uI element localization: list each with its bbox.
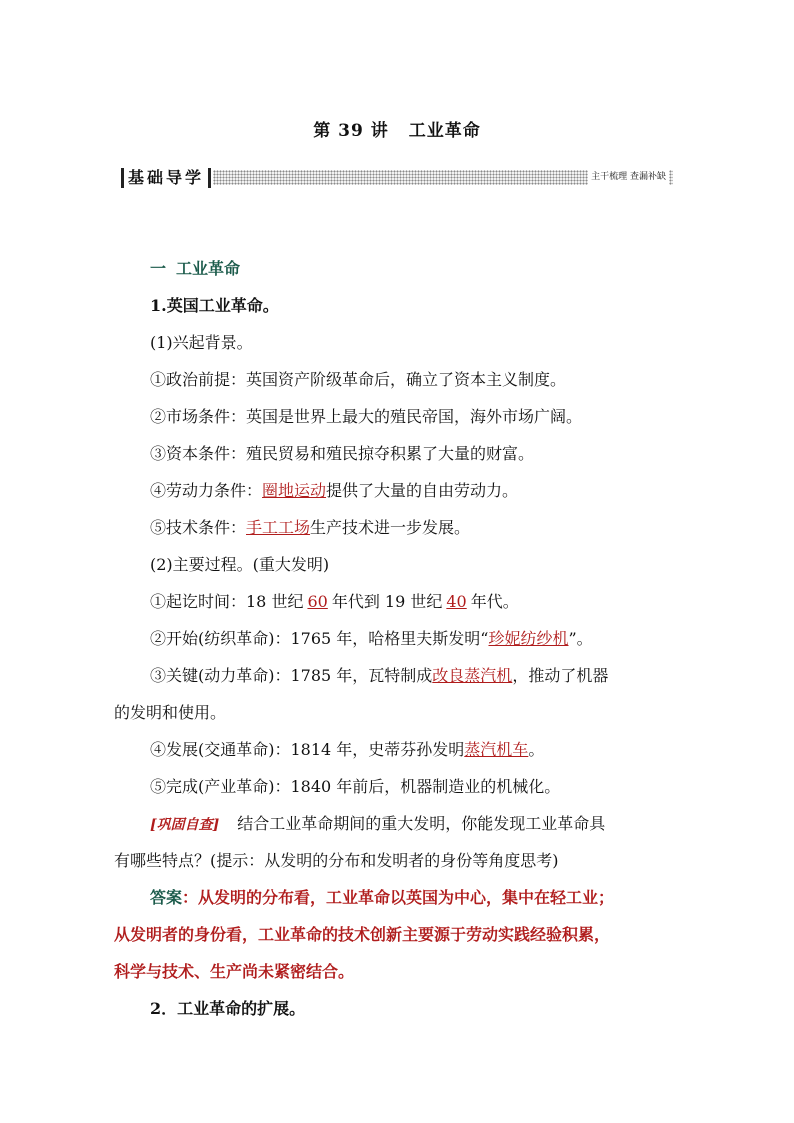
item-background: (1)兴起背景。: [150, 333, 253, 352]
item-labor: ④劳动力条件：圈地运动提供了大量的自由劳动力。: [150, 481, 519, 500]
content-body: [114, 250, 684, 1027]
item-key: ③关键(动力革命)：1785 年，瓦特制成改良蒸汽机，推动了机器: [150, 666, 609, 685]
answer-60: 60: [307, 592, 328, 611]
item-complete: ⑤完成(产业革命)：1840 年前后，机器制造业的机械化。: [150, 777, 561, 796]
item-market: ②市场条件：英国是世界上最大的殖民帝国，海外市场广阔。: [150, 407, 583, 426]
answer-line-2: 从发明者的身份看，工业革命的技术创新主要源于劳动实践经验积累，: [114, 925, 611, 944]
review-tag: [巩固自查]: [150, 817, 220, 833]
answer-line-1: 答案：从发明的分布看，工业革命以英国为中心，集中在轻工业；: [150, 888, 615, 907]
section-banner: [121, 168, 673, 188]
item-political: ①政治前提：英国资产阶级革命后，确立了资本主义制度。: [150, 370, 567, 389]
page-title: [0, 116, 794, 141]
answer-label: 答案: [150, 888, 183, 907]
review-question-cont: 有哪些特点？(提示：从发明的分布和发明者的身份等角度思考): [114, 851, 559, 870]
answer-block: [114, 879, 684, 990]
banner-label: 基础导学: [121, 168, 211, 188]
review-question: [巩固自查] 结合工业革命期间的重大发明，你能发现工业革命具: [150, 814, 606, 833]
item-start: ②开始(纺织革命)：1765 年，哈格里夫斯发明“珍妮纺纱机”。: [150, 629, 593, 648]
item-technology: ⑤技术条件：手工工场生产技术进一步发展。: [150, 518, 471, 537]
answer-locomotive: 蒸汽机车: [464, 740, 529, 759]
answer-enclosure: 圈地运动: [262, 481, 327, 500]
answer-steam-engine: 改良蒸汽机: [432, 666, 513, 685]
item-timespan: ①起讫时间：18 世纪 60 年代到 19 世纪 40 年代。: [150, 592, 519, 611]
item-1: 1.英国工业革命。: [150, 296, 279, 315]
section-heading: 一 工业革命: [150, 259, 241, 278]
item-capital: ③资本条件：殖民贸易和殖民掠夺积累了大量的财富。: [150, 444, 535, 463]
lecture-topic: 工业革命: [408, 121, 481, 141]
item-key-cont: 的发明和使用。: [114, 703, 227, 722]
item-2: 2．工业革命的扩展。: [150, 999, 306, 1018]
answer-40: 40: [446, 592, 467, 611]
answer-workshop: 手工工场: [246, 518, 311, 537]
item-development: ④发展(交通革命)：1814 年，史蒂芬孙发明蒸汽机车。: [150, 740, 545, 759]
answer-line-3: 科学与技术、生产尚未紧密结合。: [114, 962, 355, 981]
answer-jenny: 珍妮纺纱机: [488, 629, 569, 648]
banner-tag: 主干梳理 查漏补缺: [588, 170, 669, 185]
item-process: (2)主要过程。(重大发明): [150, 555, 330, 574]
lecture-number: 第 39 讲: [313, 121, 389, 141]
